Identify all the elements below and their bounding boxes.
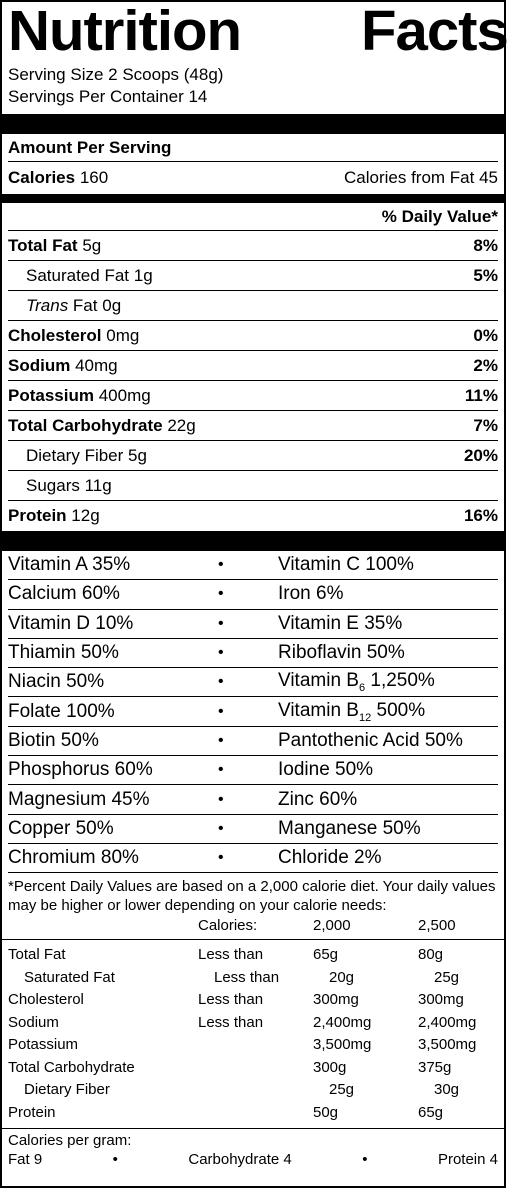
vitamin-right: Iron 6% xyxy=(278,583,344,605)
vitamin-right-name: Vitamin B xyxy=(278,699,359,721)
dv-cell-name: Saturated Fat xyxy=(24,968,115,986)
nutrient-amount: 400mg xyxy=(98,385,151,405)
vitamin-row xyxy=(8,844,498,873)
dv-cell-cond xyxy=(214,1079,329,1102)
dv-cell-a: 3,500mg xyxy=(313,1036,372,1054)
dv-cell-b: 3,500mg xyxy=(418,1036,477,1054)
vitamin-left: Thiamin 50% xyxy=(8,642,119,664)
nutrient-row-total-carbohydrate xyxy=(8,411,498,441)
nutrient-name: Dietary Fiber xyxy=(26,445,124,465)
dv-header-calories-label: Calories: xyxy=(198,917,258,935)
dv-header-text: % Daily Value* xyxy=(381,206,498,226)
dv-cell-name: Total Fat xyxy=(8,946,66,964)
nutrient-row-saturated-fat xyxy=(8,261,498,291)
bullet-icon: • xyxy=(218,761,224,779)
dv-table-row xyxy=(8,1079,498,1102)
dv-cell-a: 65g xyxy=(313,946,339,964)
nutrient-dv: 5% xyxy=(473,265,498,285)
nutrient-amount: 40mg xyxy=(75,355,118,375)
vitamin-row xyxy=(8,580,498,609)
nutrient-name: Total Carbohydrate xyxy=(8,415,163,435)
vitamin-left: Niacin 50% xyxy=(8,671,105,693)
bullet-icon: • xyxy=(218,614,224,632)
vitamin-right: Riboflavin 50% xyxy=(278,642,405,664)
nutrient-row-sodium xyxy=(8,351,498,381)
cal-per-gram-fat: Fat 9 xyxy=(8,1151,43,1169)
nutrient-dv: 20% xyxy=(463,445,498,465)
calories-per-gram-label: Calories per gram: xyxy=(8,1132,132,1150)
dv-cell-a: 300mg xyxy=(313,991,359,1009)
vitamin-right xyxy=(278,670,498,694)
vitamin-right: Iodine 50% xyxy=(278,759,374,781)
vitamin-left: Vitamin A 35% xyxy=(8,554,131,576)
vitamin-right xyxy=(278,700,498,724)
calories-per-gram-line xyxy=(8,1150,498,1170)
nutrient-name: Potassium xyxy=(8,385,94,405)
vitamin-right: Vitamin E 35% xyxy=(278,612,403,634)
nutrient-row-trans-fat xyxy=(8,291,498,321)
bullet-icon: • xyxy=(218,673,224,691)
vitamin-right: Vitamin C 100% xyxy=(278,554,414,576)
nutrient-name-suffix: Fat xyxy=(68,295,98,315)
vitamin-row xyxy=(8,639,498,668)
vitamin-left: Copper 50% xyxy=(8,817,114,839)
bullet-icon: • xyxy=(218,819,224,837)
nutrient-row-protein xyxy=(8,501,498,531)
cal-per-gram-carb: Carbohydrate 4 xyxy=(188,1151,292,1169)
vitamin-row xyxy=(8,610,498,639)
dv-table-row xyxy=(8,1102,498,1125)
nutrient-name: Sodium xyxy=(8,355,71,375)
dv-cell-cond: Less than xyxy=(214,968,280,986)
dv-cell-a: 300g xyxy=(313,1058,347,1076)
amount-per-serving xyxy=(8,134,498,162)
dv-cell-cond xyxy=(198,1034,313,1057)
footnote: *Percent Daily Values are based on a 2,000 calorie diet. Your daily values may be higher or lower depending on your calorie needs: xyxy=(8,878,496,915)
dv-cell-cond xyxy=(198,1057,313,1080)
dv-cell-name: Total Carbohydrate xyxy=(8,1058,135,1076)
dv-cell-a: 50g xyxy=(313,1103,339,1121)
calories-row xyxy=(8,162,498,194)
vitamin-right: Chloride 2% xyxy=(278,847,382,869)
dv-cell-cond xyxy=(198,1102,313,1125)
thick-divider xyxy=(2,114,504,134)
dv-cell-name: Cholesterol xyxy=(8,991,84,1009)
dv-cell-cond: Less than xyxy=(198,946,264,964)
vitamin-row xyxy=(8,756,498,785)
nutrient-dv: 2% xyxy=(473,355,498,375)
vitamin-left: Vitamin D 10% xyxy=(8,612,134,634)
dv-cell-a: 20g xyxy=(329,968,355,986)
nutrient-amount: 5g xyxy=(128,445,147,465)
label-title xyxy=(8,2,508,64)
bullet-icon: • xyxy=(218,849,224,867)
nutrient-amount: 5g xyxy=(82,235,102,255)
dv-table-row xyxy=(8,989,498,1012)
vitamin-subscript: 12 xyxy=(358,711,372,724)
cal-per-gram-protein: Protein 4 xyxy=(437,1151,498,1169)
vitamin-left: Phosphorus 60% xyxy=(8,759,153,781)
bullet-icon: • xyxy=(218,731,224,749)
divider xyxy=(2,939,504,940)
nutrient-name-italic: Trans xyxy=(26,295,69,315)
dv-cell-b: 300mg xyxy=(418,991,464,1009)
vitamin-row xyxy=(8,551,498,580)
nutrient-row-potassium xyxy=(8,381,498,411)
vitamin-right: Pantothenic Acid 50% xyxy=(278,729,463,751)
vitamin-row xyxy=(8,815,498,844)
thick-divider xyxy=(2,531,504,551)
dv-table-row xyxy=(8,944,498,967)
dv-cell-cond: Less than xyxy=(198,1013,264,1031)
dv-table-header xyxy=(8,915,498,937)
vitamin-right-value: 500% xyxy=(371,699,426,721)
bullet-icon: • xyxy=(218,702,224,720)
dv-cell-b: 30g xyxy=(434,1081,460,1099)
dv-header-2500: 2,500 xyxy=(418,917,456,935)
nutrient-name: Sugars xyxy=(26,475,80,495)
dv-cell-a: 25g xyxy=(329,1081,355,1099)
nutrient-row-total-fat xyxy=(8,231,498,261)
vitamin-right-value: 1,250% xyxy=(365,670,435,692)
vitamins-section xyxy=(8,551,498,873)
dv-cell-b: 65g xyxy=(418,1103,444,1121)
daily-values-table xyxy=(8,915,498,1124)
vitamin-left: Magnesium 45% xyxy=(8,788,150,810)
vitamin-row xyxy=(8,727,498,756)
vitamin-left: Folate 100% xyxy=(8,700,115,722)
nutrient-row-dietary-fiber xyxy=(8,441,498,471)
vitamin-left: Chromium 80% xyxy=(8,847,139,869)
nutrient-dv: 11% xyxy=(464,385,498,405)
nutrient-amount: 12g xyxy=(71,506,100,525)
nutrient-row-cholesterol xyxy=(8,321,498,351)
vitamin-row xyxy=(8,668,498,697)
dv-cell-a: 2,400mg xyxy=(313,1013,372,1031)
nutrient-row-sugars xyxy=(8,471,498,501)
dv-cell-name: Protein xyxy=(8,1103,56,1121)
nutrient-amount: 0mg xyxy=(106,325,140,345)
amount-header-text: Amount Per Serving xyxy=(8,137,172,157)
nutrient-name: Total Fat xyxy=(8,235,78,255)
dv-cell-cond: Less than xyxy=(198,991,264,1009)
dv-cell-name: Sodium xyxy=(8,1013,59,1031)
bullet-icon: • xyxy=(218,556,224,574)
nutrient-name: Saturated Fat xyxy=(26,265,130,285)
vitamin-left: Calcium 60% xyxy=(8,583,120,605)
nutrient-dv: 7% xyxy=(473,415,498,435)
vitamin-right: Manganese 50% xyxy=(278,817,421,839)
vitamin-right-name: Vitamin B xyxy=(278,670,359,692)
nutrient-amount: 0g xyxy=(102,295,122,315)
calories-from-fat: Calories from Fat 45 xyxy=(344,168,498,187)
dv-cell-name: Dietary Fiber xyxy=(24,1081,110,1099)
nutrient-dv: 8% xyxy=(473,235,498,255)
calories-label: Calories xyxy=(8,168,76,187)
servings-per-container: Servings Per Container 14 xyxy=(8,87,208,106)
nutrient-amount: 22g xyxy=(167,415,196,435)
dv-table-row xyxy=(8,967,498,990)
vitamin-row xyxy=(8,785,498,814)
dv-cell-b: 2,400mg xyxy=(418,1013,477,1031)
dv-cell-b: 80g xyxy=(418,946,444,964)
nutrient-name: Cholesterol xyxy=(8,325,102,345)
vitamin-left: Biotin 50% xyxy=(8,729,99,751)
nutrient-amount: 1g xyxy=(133,265,153,285)
vitamin-row xyxy=(8,697,498,726)
nutrient-dv: 0% xyxy=(473,325,498,345)
dv-table-row xyxy=(8,1012,498,1035)
bullet-icon: • xyxy=(218,790,224,808)
bullet-icon: • xyxy=(112,1151,118,1169)
nutrient-name: Protein xyxy=(8,506,67,525)
title-word-nutrition: Nutrition xyxy=(8,0,242,63)
nutrient-amount: 11g xyxy=(84,475,112,495)
bullet-icon: • xyxy=(218,585,224,603)
dv-cell-name: Potassium xyxy=(8,1036,79,1054)
bullet-icon: • xyxy=(362,1151,368,1169)
calories-value: 160 xyxy=(79,168,109,187)
dv-table-row xyxy=(8,1057,498,1080)
vitamin-right: Zinc 60% xyxy=(278,788,358,810)
bullet-icon: • xyxy=(218,644,224,662)
title-word-facts: Facts xyxy=(361,0,508,63)
vitamin-subscript: 6 xyxy=(358,682,366,695)
nutrient-dv: 16% xyxy=(463,506,498,525)
dv-table-row xyxy=(8,1034,498,1057)
serving-size: Serving Size 2 Scoops (48g) xyxy=(8,65,224,84)
daily-value-header xyxy=(8,203,498,231)
dv-cell-b: 375g xyxy=(418,1058,452,1076)
medium-divider xyxy=(2,194,504,203)
dv-cell-b: 25g xyxy=(434,968,460,986)
dv-header-2000: 2,000 xyxy=(313,917,351,935)
